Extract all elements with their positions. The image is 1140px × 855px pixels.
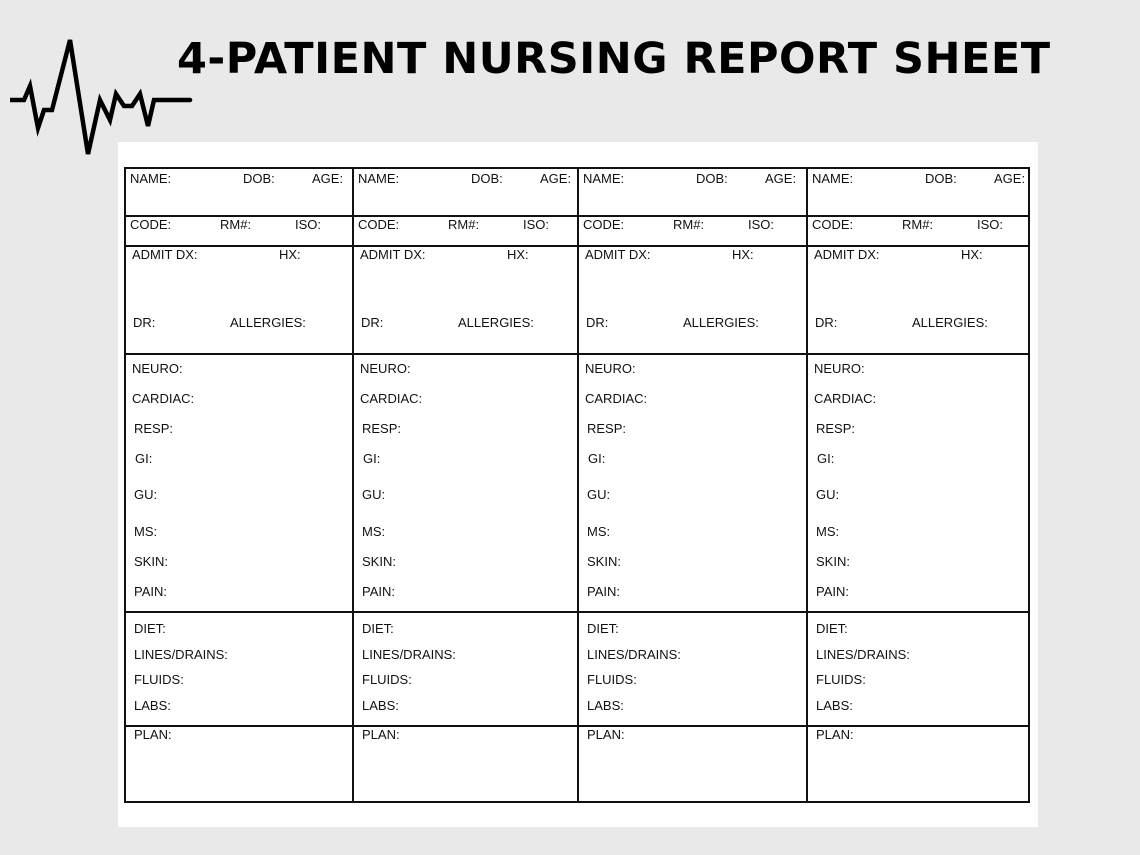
skin-label: SKIN:: [362, 554, 396, 569]
header-row-patient-4: [808, 169, 1028, 217]
neuro-label: NEURO:: [132, 361, 183, 376]
resp-label: RESP:: [587, 421, 627, 436]
lines-drains-label: LINES/DRAINS:: [134, 647, 228, 662]
lines-drains-label: LINES/DRAINS:: [362, 647, 456, 662]
labs-label: LABS:: [362, 698, 399, 713]
dob-label: DOB:: [696, 171, 728, 186]
ms-label: MS:: [362, 524, 386, 539]
name-label: NAME:: [358, 171, 400, 186]
admit-dx-label: ADMIT DX:: [585, 247, 651, 262]
plan-row-patient-1: [126, 727, 354, 801]
gu-label: GU:: [816, 487, 840, 502]
fluids-label: FLUIDS:: [134, 672, 184, 687]
report-sheet: [118, 142, 1038, 827]
intake-row-patient-4: [808, 613, 1028, 727]
plan-label: PLAN:: [816, 727, 854, 742]
plan-row-patient-3: [579, 727, 808, 801]
plan-row-patient-4: [808, 727, 1028, 801]
fluids-label: FLUIDS:: [816, 672, 866, 687]
dob-label: DOB:: [243, 171, 275, 186]
iso-label: ISO:: [523, 217, 550, 232]
hx-label: HX:: [279, 247, 301, 262]
skin-label: SKIN:: [816, 554, 850, 569]
resp-label: RESP:: [134, 421, 174, 436]
code-row-patient-3: [579, 217, 808, 247]
gi-label: GI:: [135, 451, 153, 466]
page-title: 4-PATIENT NURSING REPORT SHEET: [177, 34, 1051, 84]
pain-label: PAIN:: [816, 584, 849, 599]
systems-row-patient-1: [126, 355, 354, 613]
dr-label: DR:: [815, 315, 838, 330]
iso-label: ISO:: [977, 217, 1004, 232]
age-label: AGE:: [312, 171, 344, 186]
allergies-label: ALLERGIES:: [683, 315, 759, 330]
admit-dx-label: ADMIT DX:: [814, 247, 880, 262]
dob-label: DOB:: [925, 171, 957, 186]
header-row-patient-2: [354, 169, 579, 217]
code-row-patient-2: [354, 217, 579, 247]
intake-row-patient-3: [579, 613, 808, 727]
code-label: CODE:: [583, 217, 625, 232]
lines-drains-label: LINES/DRAINS:: [816, 647, 910, 662]
admit-row-patient-2: [354, 247, 579, 355]
ms-label: MS:: [816, 524, 840, 539]
allergies-label: ALLERGIES:: [230, 315, 306, 330]
neuro-label: NEURO:: [814, 361, 865, 376]
hx-label: HX:: [732, 247, 754, 262]
plan-label: PLAN:: [362, 727, 400, 742]
fluids-label: FLUIDS:: [362, 672, 412, 687]
plan-label: PLAN:: [587, 727, 625, 742]
code-row-patient-1: [126, 217, 354, 247]
plan-row-patient-2: [354, 727, 579, 801]
ms-label: MS:: [587, 524, 611, 539]
plan-label: PLAN:: [134, 727, 172, 742]
rm-label: RM#:: [220, 217, 252, 232]
code-label: CODE:: [358, 217, 400, 232]
cardiac-label: CARDIAC:: [585, 391, 648, 406]
rm-label: RM#:: [448, 217, 480, 232]
intake-row-patient-1: [126, 613, 354, 727]
dr-label: DR:: [133, 315, 156, 330]
dob-label: DOB:: [471, 171, 503, 186]
pain-label: PAIN:: [362, 584, 395, 599]
gi-label: GI:: [817, 451, 835, 466]
neuro-label: NEURO:: [585, 361, 636, 376]
diet-label: DIET:: [816, 621, 848, 636]
cardiac-label: CARDIAC:: [360, 391, 423, 406]
name-label: NAME:: [130, 171, 172, 186]
allergies-label: ALLERGIES:: [912, 315, 988, 330]
ms-label: MS:: [134, 524, 158, 539]
gu-label: GU:: [134, 487, 158, 502]
rm-label: RM#:: [902, 217, 934, 232]
header-row-patient-1: [126, 169, 354, 217]
diet-label: DIET:: [134, 621, 166, 636]
hx-label: HX:: [961, 247, 983, 262]
allergies-label: ALLERGIES:: [458, 315, 534, 330]
labs-label: LABS:: [816, 698, 853, 713]
iso-label: ISO:: [295, 217, 322, 232]
name-label: NAME:: [812, 171, 854, 186]
admit-row-patient-4: [808, 247, 1028, 355]
gu-label: GU:: [362, 487, 386, 502]
hx-label: HX:: [507, 247, 529, 262]
pain-label: PAIN:: [587, 584, 620, 599]
gi-label: GI:: [363, 451, 381, 466]
intake-row-patient-2: [354, 613, 579, 727]
systems-row-patient-2: [354, 355, 579, 613]
code-row-patient-4: [808, 217, 1028, 247]
lines-drains-label: LINES/DRAINS:: [587, 647, 681, 662]
fluids-label: FLUIDS:: [587, 672, 637, 687]
rm-label: RM#:: [673, 217, 705, 232]
name-label: NAME:: [583, 171, 625, 186]
code-label: CODE:: [812, 217, 854, 232]
gu-label: GU:: [587, 487, 611, 502]
admit-row-patient-3: [579, 247, 808, 355]
admit-dx-label: ADMIT DX:: [132, 247, 198, 262]
labs-label: LABS:: [134, 698, 171, 713]
gi-label: GI:: [588, 451, 606, 466]
age-label: AGE:: [765, 171, 797, 186]
cardiac-label: CARDIAC:: [814, 391, 877, 406]
iso-label: ISO:: [748, 217, 775, 232]
resp-label: RESP:: [362, 421, 402, 436]
skin-label: SKIN:: [134, 554, 168, 569]
skin-label: SKIN:: [587, 554, 621, 569]
cardiac-label: CARDIAC:: [132, 391, 195, 406]
dr-label: DR:: [361, 315, 384, 330]
admit-row-patient-1: [126, 247, 354, 355]
header-row-patient-3: [579, 169, 808, 217]
systems-row-patient-4: [808, 355, 1028, 613]
age-label: AGE:: [540, 171, 572, 186]
diet-label: DIET:: [587, 621, 619, 636]
code-label: CODE:: [130, 217, 172, 232]
neuro-label: NEURO:: [360, 361, 411, 376]
diet-label: DIET:: [362, 621, 394, 636]
patient-grid: [124, 167, 1030, 803]
resp-label: RESP:: [816, 421, 856, 436]
labs-label: LABS:: [587, 698, 624, 713]
dr-label: DR:: [586, 315, 609, 330]
systems-row-patient-3: [579, 355, 808, 613]
admit-dx-label: ADMIT DX:: [360, 247, 426, 262]
age-label: AGE:: [994, 171, 1026, 186]
pain-label: PAIN:: [134, 584, 167, 599]
